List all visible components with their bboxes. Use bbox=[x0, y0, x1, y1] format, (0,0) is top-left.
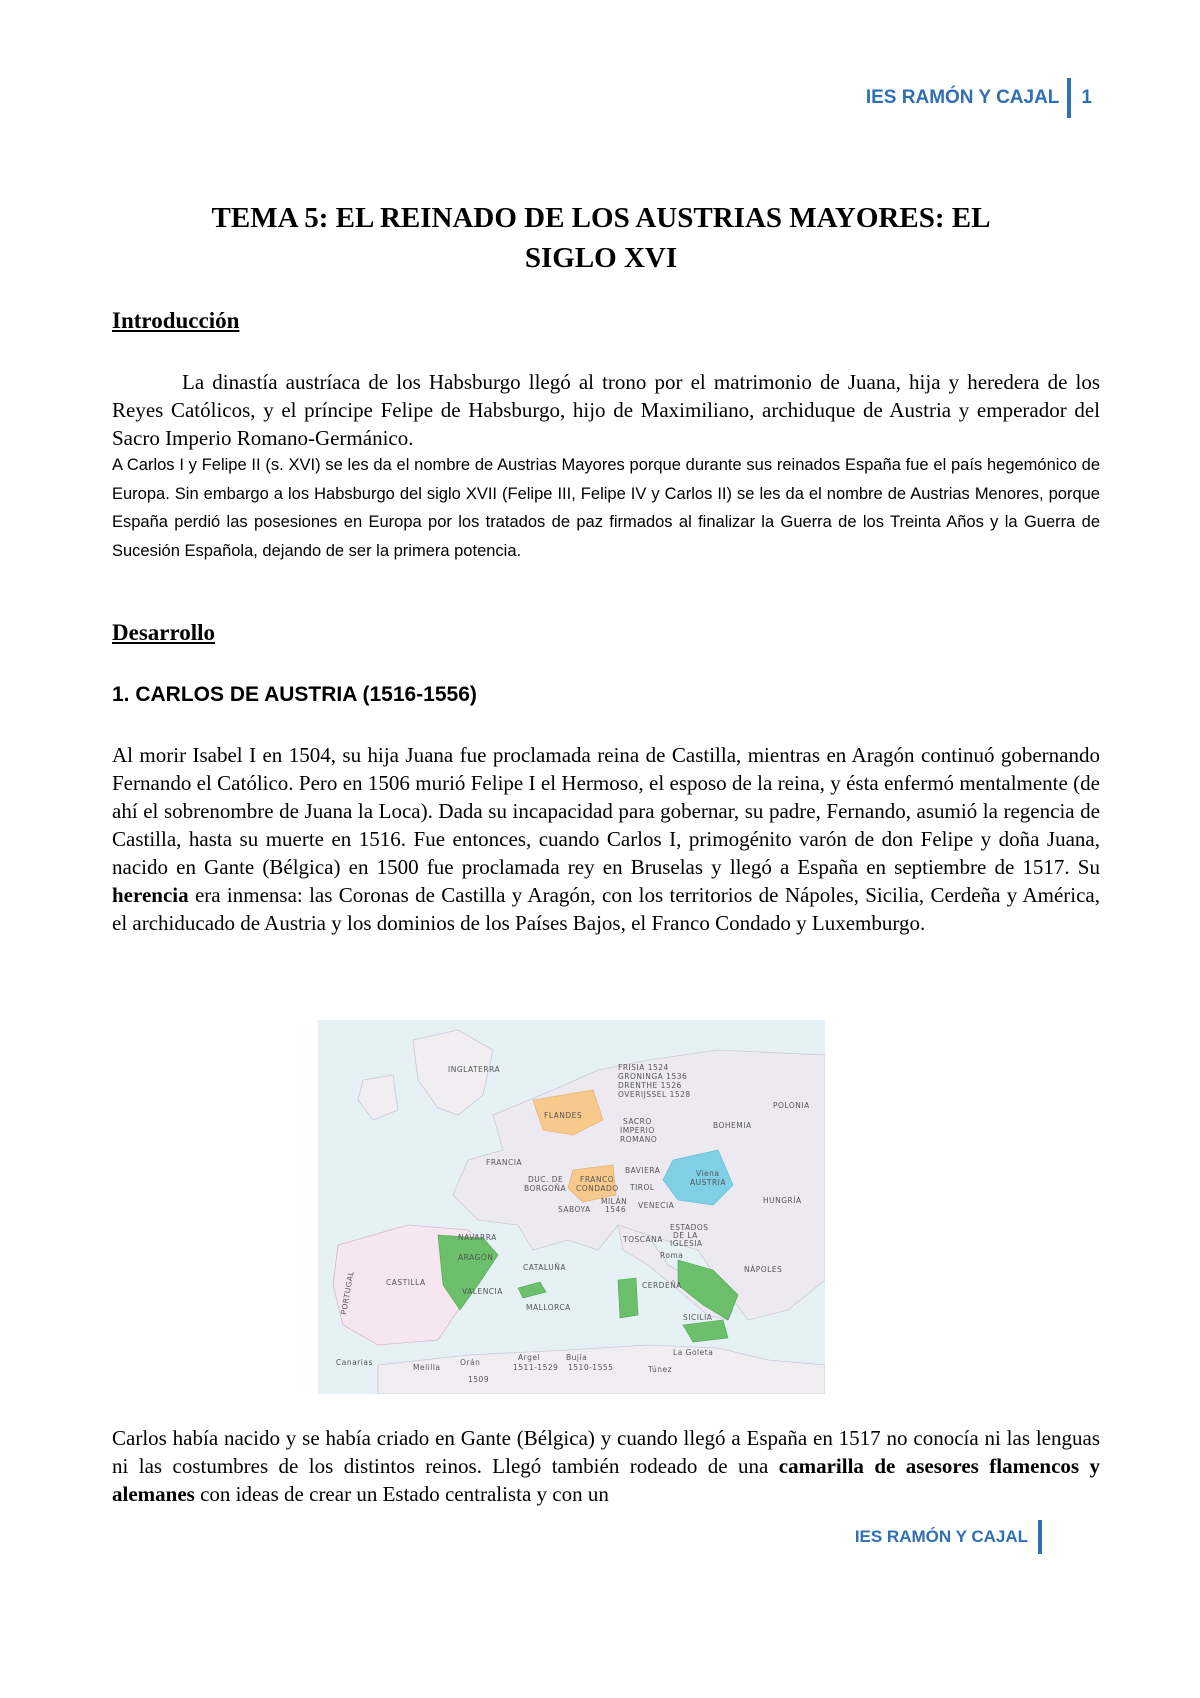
subsection-carlos: 1. CARLOS DE AUSTRIA (1516-1556) bbox=[112, 683, 477, 706]
map-label-sacro: SACRO bbox=[623, 1117, 652, 1126]
map-label-polonia: POLONIA bbox=[773, 1101, 810, 1110]
map-label-la-goleta: La Goleta bbox=[673, 1348, 714, 1357]
map-label-iglesia: IGLESIA bbox=[670, 1239, 703, 1248]
map-label-canarias: Canarias bbox=[336, 1358, 373, 1367]
map-label-argel-year: 1511-1529 bbox=[513, 1363, 559, 1372]
map-label-napoles: NÁPOLES bbox=[744, 1265, 783, 1274]
map-label-bohemia: BOHEMIA bbox=[713, 1121, 752, 1130]
map-label-cataluna: CATALUÑA bbox=[523, 1263, 566, 1272]
map-label-de-la: DE LA bbox=[673, 1231, 698, 1240]
map-label-saboya: SABOYA bbox=[558, 1205, 591, 1214]
header-school: IES RAMÓN Y CAJAL bbox=[865, 87, 1060, 108]
map-label-cerdena: CERDEÑA bbox=[642, 1281, 682, 1290]
development-heading: Desarrollo bbox=[112, 620, 216, 645]
map-label-portugal: PORTUGAL bbox=[339, 1270, 356, 1316]
map-label-bujia: Bujía bbox=[566, 1353, 588, 1362]
map-label-aragon: ARAGÓN bbox=[458, 1253, 494, 1262]
map-label-overijssel: OVERIJSSEL 1528 bbox=[618, 1090, 691, 1099]
map-label-franco: FRANCO bbox=[580, 1175, 615, 1184]
footer-divider bbox=[1038, 1520, 1042, 1554]
europe-map bbox=[318, 1020, 825, 1394]
map-label-romano: ROMANO bbox=[620, 1135, 658, 1144]
map-label-imperio: IMPERIO bbox=[620, 1126, 655, 1135]
map-label-francia: FRANCIA bbox=[486, 1158, 523, 1167]
header-divider bbox=[1067, 78, 1071, 118]
map-label-oran: Orán bbox=[460, 1358, 481, 1367]
map-label-flandes: FLANDES bbox=[544, 1111, 583, 1120]
title-line-2: SIGLO XVI bbox=[524, 242, 678, 274]
intro-paragraph-1: La dinastía austríaca de los Habsburgo llegó al trono por el matrimonio de Juana, hija y heredera de los Reyes Católicos, y el príncipe Felipe de Habsburgo, hijo de Maximiliano, archiduque de Austria y emperador del Sacro Imperio Romano-Germánico. bbox=[112, 370, 1100, 450]
carlos-paragraph-2 bbox=[112, 1424, 1100, 1508]
map-label-argel: Argel bbox=[518, 1353, 541, 1362]
carlos-p2-text-a: Carlos había nacido y se había criado en Gante (Bélgica) y cuando llegó a España en 1517 no conocía ni las lenguas ni las costumbres de los distintos reinos. Llegó también rodeado de una bbox=[112, 1426, 1100, 1478]
map-label-toscana: TOSCANA bbox=[623, 1235, 663, 1244]
map-label-bujia-year: 1510-1555 bbox=[568, 1363, 614, 1372]
intro-heading: Introducción bbox=[112, 308, 240, 333]
map-label-milan: MILÁN bbox=[601, 1197, 628, 1206]
map-label-milan-year: 1546 bbox=[605, 1205, 627, 1214]
map-label-frisia: FRISIA 1524 bbox=[618, 1063, 669, 1072]
carlos-p2-text-b: con ideas de crear un Estado centralista y con un bbox=[194, 1482, 609, 1506]
map-label-borgona: BORGOÑA bbox=[524, 1184, 567, 1193]
map-label-roma: Roma bbox=[660, 1251, 684, 1260]
map-label-oran-year: 1509 bbox=[468, 1375, 490, 1384]
map-label-sicilia: SICILIA bbox=[683, 1313, 713, 1322]
map-label-melilla: Melilla bbox=[413, 1363, 441, 1372]
intro-paragraph-2: A Carlos I y Felipe II (s. XVI) se les da el nombre de Austrias Mayores porque durante sus reinados España fue el país hegemónico de Europa. Sin embargo a los Habsburgo del siglo XVII (Felipe III, Felipe IV y Carlos II) se les da el nombre de Austrias Menores, porque España perdió las posesiones en Europa por los tratados de paz firmados al finalizar la Guerra de los Treinta Años y la Guerra de Sucesión Española, dejando de ser la primera potencia. bbox=[112, 456, 1100, 560]
map-label-viena: Viena bbox=[696, 1169, 720, 1178]
map-cerdena bbox=[618, 1278, 638, 1318]
map-label-condado: CONDADO bbox=[576, 1184, 619, 1193]
page-footer bbox=[855, 1520, 1042, 1554]
map-label-duc: DUC. DE bbox=[528, 1175, 564, 1184]
map-label-austria: AUSTRIA bbox=[690, 1178, 727, 1187]
carlos-p1-text-a: Al morir Isabel I en 1504, su hija Juana fue proclamada reina de Castilla, mientras en Aragón continuó gobernando Fernando el Católico. Pero en 1506 murió Felipe I el Hermoso, el esposo de la reina, y ésta enfermó mentalmente (de ahí el sobrenombre de Juana la Loca). Dada su incapacidad para gobernar, su padre, Fernando, asumió la regencia de Castilla, hasta su muerte en 1516. Fue entonces, cuando Carlos I, primogénito varón de don Felipe y doña Juana, nacido en Gante (Bélgica) en 1500 fue proclamada rey en Bruselas y llegó a España en septiembre de 1517. Su bbox=[112, 743, 1100, 879]
map-label-baviera: BAVIERA bbox=[625, 1166, 661, 1175]
map-label-tunez: Túnez bbox=[648, 1365, 673, 1374]
map-label-tirol: TIROL bbox=[630, 1183, 655, 1192]
map-label-estados: ESTADOS bbox=[670, 1223, 709, 1232]
map-label-venecia: VENECIA bbox=[638, 1201, 675, 1210]
title-line-1: TEMA 5: EL REINADO DE LOS AUSTRIAS MAYORES: EL bbox=[211, 202, 991, 234]
map-label-valencia: VALENCIA bbox=[462, 1287, 503, 1296]
page-title bbox=[120, 198, 1082, 278]
carlos-p1-bold: herencia bbox=[112, 883, 189, 907]
map-label-drenthe: DRENTHE 1526 bbox=[618, 1081, 682, 1090]
map-label-mallorca: MALLORCA bbox=[526, 1303, 571, 1312]
carlos-p1-text-b: era inmensa: las Coronas de Castilla y Aragón, con los territorios de Nápoles, Sicilia, Cerdeña y América, el archiducado de Austria y los dominios de los Países Bajos, el Franco Condado y Luxemburgo. bbox=[112, 883, 1100, 935]
map-label-groninga: GRONINGA 1536 bbox=[618, 1072, 688, 1081]
carlos-p2-bold: camarilla de asesores flamencos y alemanes bbox=[112, 1454, 1100, 1506]
footer-school: IES RAMÓN Y CAJAL bbox=[854, 1527, 1028, 1546]
page-header bbox=[866, 78, 1092, 118]
map-label-inglaterra: INGLATERRA bbox=[448, 1065, 501, 1074]
page-number: 1 bbox=[1081, 87, 1092, 108]
map-label-castilla: CASTILLA bbox=[386, 1278, 426, 1287]
map-label-hungria: HUNGRÍA bbox=[763, 1196, 802, 1205]
carlos-paragraph-1 bbox=[112, 741, 1100, 937]
map-label-navarra: NAVARRA bbox=[458, 1233, 497, 1242]
